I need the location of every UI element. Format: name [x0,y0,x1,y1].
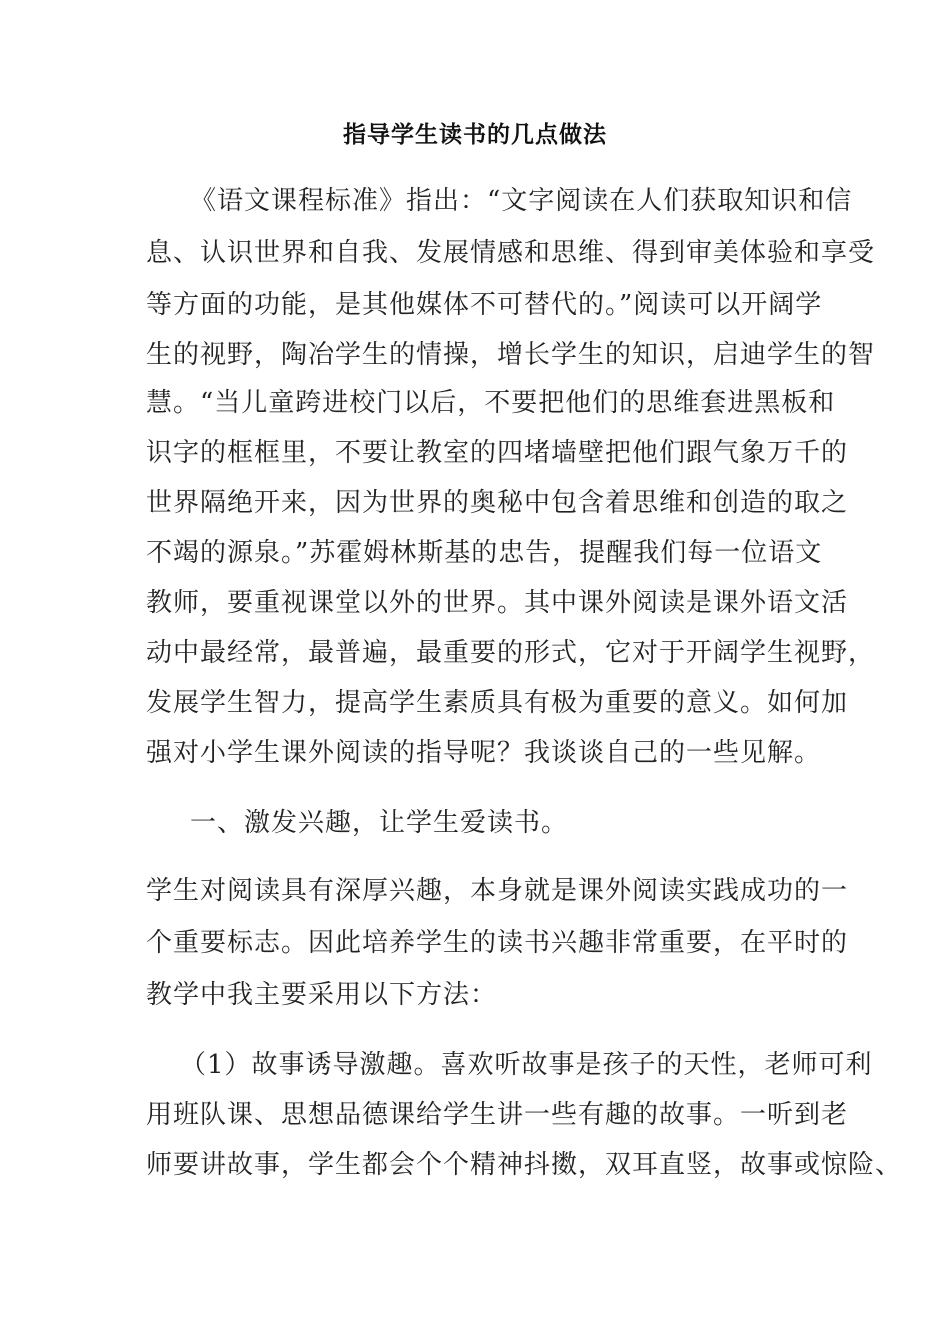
paragraph-line: 慧。“当儿童跨进校门以后，不要把他们的思维套进黑板和 [146,388,836,418]
paragraph-line: 发展学生智力，提高学生素质具有极为重要的意义。如何加 [146,688,849,718]
paragraph-line: 识字的框框里，不要让教室的四堵墙壁把他们跟气象万千的 [146,438,849,468]
paragraph-line: 用班队课、思想品德课给学生讲一些有趣的故事。一听到老 [146,1100,849,1130]
paragraph-line: （1）故事诱导激趣。喜欢听故事是孩子的天性，老师可利 [180,1050,873,1080]
paragraph-line: 动中最经常，最普遍，最重要的形式，它对于开阔学生视野， [146,638,876,668]
document-title: 指导学生读书的几点做法 [343,122,607,148]
paragraph-line: 等方面的功能，是其他媒体不可替代的。”阅读可以开阔学 [146,290,823,320]
paragraph-line: 世界隔绝开来，因为世界的奥秘中包含着思维和创造的取之 [146,488,849,518]
paragraph-line: 学生对阅读具有深厚兴趣，本身就是课外阅读实践成功的一 [146,876,849,906]
paragraph-line: 师要讲故事，学生都会个个精神抖擞，双耳直竖，故事或惊险、 [146,1150,903,1180]
paragraph-line: 教师，要重视课堂以外的世界。其中课外阅读是课外语文活 [146,588,849,618]
paragraph-line: 个重要标志。因此培养学生的读书兴趣非常重要，在平时的 [146,928,849,958]
section-heading: 一、激发兴趣，让学生爱读书。 [190,808,569,838]
paragraph-line: 生的视野，陶冶学生的情操，增长学生的知识，启迪学生的智 [146,340,876,370]
paragraph-line: 息、认识世界和自我、发展情感和思维、得到审美体验和享受 [146,238,876,268]
paragraph-line: 强对小学生课外阅读的指导呢？我谈谈自己的一些见解。 [146,738,822,768]
paragraph-line: 《语文课程标准》指出：“文字阅读在人们获取知识和信 [190,186,853,216]
paragraph-line: 教学中我主要采用以下方法： [146,980,498,1010]
paragraph-line: 不竭的源泉。”苏霍姆林斯基的忠告，提醒我们每一位语文 [146,538,823,568]
